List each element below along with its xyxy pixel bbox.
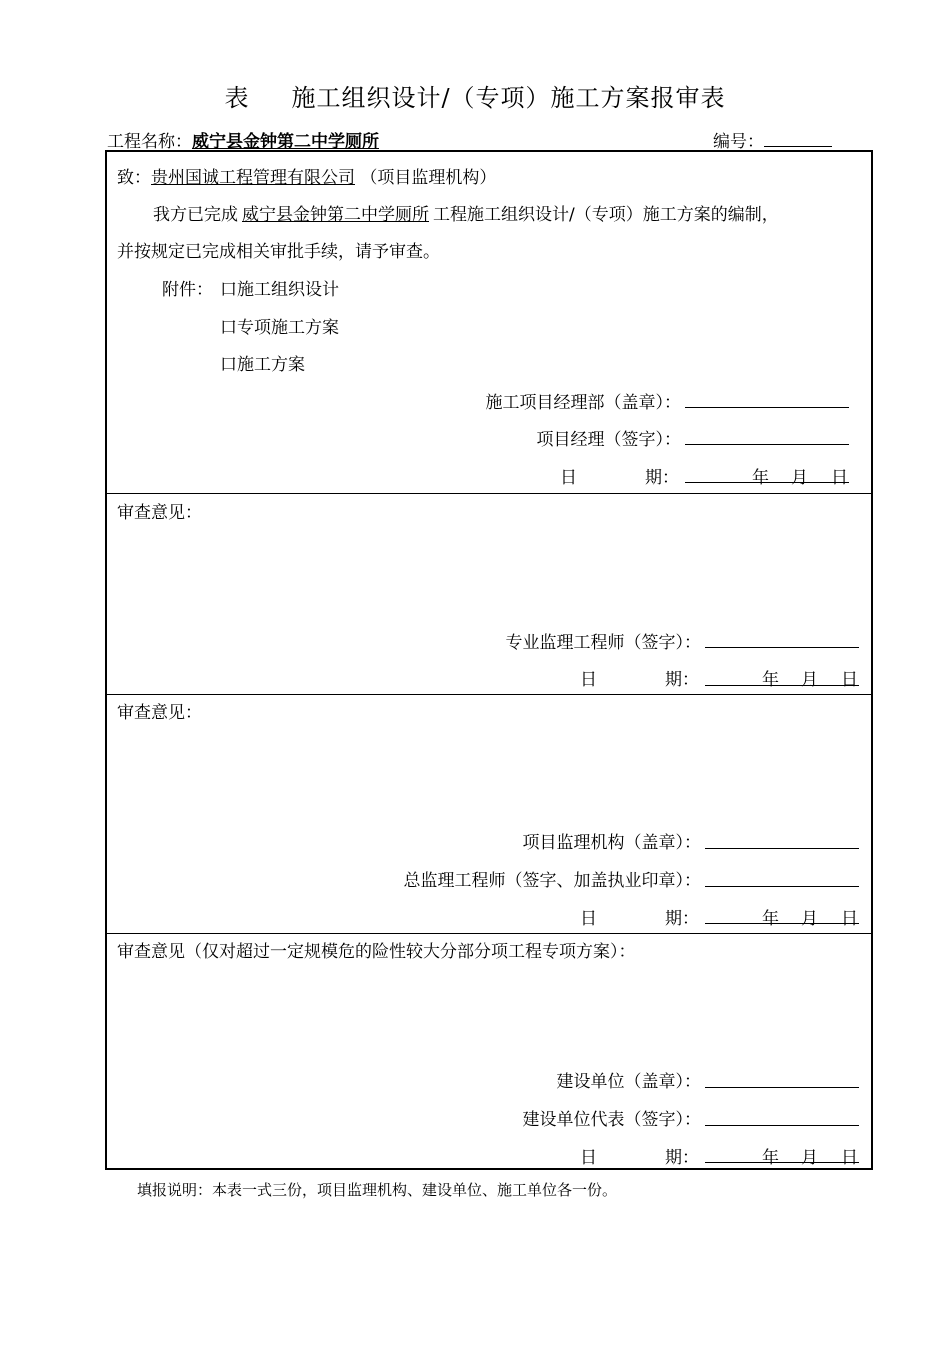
addressee-suffix: （项目监理机构） — [360, 168, 497, 188]
project-manager-sign-line[interactable] — [685, 444, 849, 445]
body-line-1: 我方已完成 威宁县金钟第二中学厕所 工程施工组织设计/（专项）施工方案的编制， — [153, 205, 779, 225]
date-line-4[interactable] — [705, 1162, 859, 1163]
project-name-row — [107, 127, 379, 152]
number-label: 编号： — [713, 132, 764, 152]
body-line-2: 并按规定已完成相关审批手续，请予审查。 — [117, 242, 440, 262]
attachment-option-2[interactable]: 口专项施工方案 — [220, 318, 339, 338]
form-title — [0, 78, 950, 113]
number-row — [713, 127, 832, 152]
attachment-option-1[interactable]: 口施工组织设计 — [220, 280, 339, 300]
construction-dept-seal-label: 施工项目经理部（盖章）： — [485, 393, 681, 413]
date-row-1: 日 — [560, 468, 577, 488]
attachment-label: 附件： — [162, 280, 213, 300]
date-line-2[interactable] — [705, 685, 859, 686]
owner-rep-sign-label: 建设单位代表（签字）： — [522, 1110, 701, 1130]
project-name-value: 威宁县金钟第二中学厕所 — [192, 132, 379, 152]
construction-dept-seal-line[interactable] — [685, 407, 849, 408]
chief-engineer-sign-line[interactable] — [705, 886, 859, 887]
body-project-name: 威宁县金钟第二中学厕所 — [242, 205, 429, 225]
supervision-org-seal-label: 项目监理机构（盖章）： — [522, 833, 701, 853]
attachment-option-3[interactable]: 口施工方案 — [220, 355, 305, 375]
supervisor-engineer-sign-line[interactable] — [705, 647, 859, 648]
addressee-row — [117, 163, 496, 188]
opinion-label-2: 审查意见： — [117, 503, 202, 523]
owner-seal-label: 建设单位（盖章）： — [556, 1072, 701, 1092]
supervisor-engineer-sign-label: 专业监理工程师（签字）： — [505, 633, 701, 653]
chief-engineer-sign-label: 总监理工程师（签字、加盖执业印章）： — [403, 871, 701, 891]
title-main: 施工组织设计/（专项）施工方案报审表 — [291, 84, 726, 112]
divider-3 — [107, 933, 871, 934]
title-prefix: 表 — [224, 84, 250, 112]
review-table: 致：贵州国诚工程管理有限公司 （项目监理机构） 我方已完成 威宁县金钟第二中学厕所 工程施工组织设计/（专项）施工方案的编制， 并按规定已完成相关审批手续，请予审查。 附件： 口施工组织设计 口专项施工方案 口施工方案 施工项目经理部（盖章）： 项目经理（签字）： 日 期： 年 月 日 审查意见： 专业监理工程师（签字）： 日 期： 年 月 日 审查意见： 项目监理机构（盖章）： 总监理工程师（签字、加盖执业印章）： 日 期： 年 月 日 审查意见（仅对超过一定规模危的险性较大分部分项工程专项方案）： 建设单位（盖章）： 建设单位代表（签字）： 日 期： 年 月 日 — [105, 150, 873, 1170]
number-blank[interactable] — [764, 132, 832, 147]
owner-rep-sign-line[interactable] — [705, 1125, 859, 1126]
divider-2 — [107, 694, 871, 695]
opinion-label-4: 审查意见（仅对超过一定规模危的险性较大分部分项工程专项方案）： — [117, 942, 636, 962]
opinion-label-3: 审查意见： — [117, 703, 202, 723]
footnote: 填报说明：本表一式三份，项目监理机构、建设单位、施工单位各一份。 — [137, 1181, 618, 1199]
date-line-3[interactable] — [705, 923, 859, 924]
divider-1 — [107, 493, 871, 494]
addressee-label: 致： — [117, 168, 151, 188]
supervision-org-seal-line[interactable] — [705, 848, 859, 849]
project-name-label: 工程名称： — [107, 132, 192, 152]
project-manager-sign-label: 项目经理（签字）： — [536, 430, 681, 450]
owner-seal-line[interactable] — [705, 1087, 859, 1088]
addressee-org: 贵州国诚工程管理有限公司 — [151, 168, 355, 188]
